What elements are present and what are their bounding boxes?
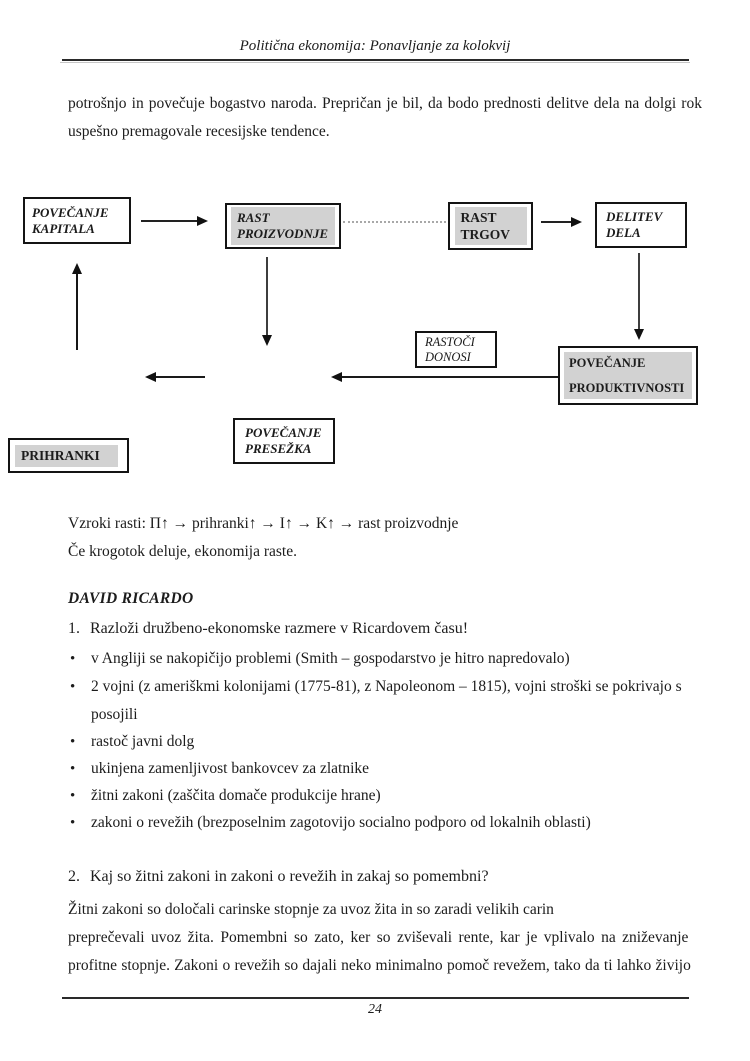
section-heading-david-ricardo: DAVID RICARDO <box>68 590 194 607</box>
bullet-item <box>70 814 591 832</box>
box-prihranki <box>8 438 129 473</box>
arrow-down-from-proizvodnja <box>266 257 268 343</box>
box-delitev-dela: DELITEV DELA <box>595 202 687 248</box>
bullet-item <box>70 733 194 751</box>
growth-causes-line: Vzroki rasti: Π↑ → prihranki↑ → I↑ → K↑ → rast proizvodnje <box>68 515 459 532</box>
highlight: POVEČANJE PRODUKTIVNOSTI <box>564 352 692 399</box>
arrow-produktivnost-to-left <box>334 376 558 378</box>
box-povecanje-presezka: POVEČANJE PRESEŽKA <box>233 418 335 464</box>
box-povecanje-produktivnosti <box>558 346 698 405</box>
bullet-marker: • <box>70 815 76 831</box>
arrow-up-to-kapitala <box>76 266 78 350</box>
box-rast-proizvodnje <box>225 203 341 249</box>
bullet-text: v Angliji se nakopičijo problemi (Smith – gospodarstvo je hitro napredovalo) <box>91 650 570 667</box>
bullet-text: ukinjena zamenljivost bankovcev za zlatnike <box>91 760 370 777</box>
page-header-title: Politična ekonomija: Ponavljanje za kolokvij <box>239 38 511 54</box>
box-rastoci-donosi: RASTOČI DONOSI <box>415 331 497 368</box>
box-rast-trgov <box>448 202 533 250</box>
bullet-marker: • <box>70 734 76 750</box>
question-1-number: 1. <box>68 620 80 637</box>
page-number: 24 <box>368 1002 382 1017</box>
bullet-marker: • <box>70 788 76 804</box>
question-2-number: 2. <box>68 868 80 885</box>
answer-line: Žitni zakoni so določali carinske stopnje za uvoz žita in so zaradi velikih carin <box>68 901 554 918</box>
dotted-connector-proizvodnja-trgov <box>343 221 446 223</box>
header-rule <box>62 59 689 61</box>
question-1-text: Razloži družbeno-ekonomske razmere v Ricardovem času! <box>90 620 469 637</box>
bullet-marker: • <box>70 761 76 777</box>
bullet-text: 2 vojni (z ameriškmi kolonijami (1775-81), z Napoleonom – 1815), vojni stroški se pokrivajo s <box>91 678 682 695</box>
bullet-text: zakoni o revežih (brezposelnim zagotovijo socialno podporo od lokalnih oblasti) <box>91 814 591 831</box>
bullet-item <box>70 678 682 696</box>
header-rule-shadow <box>60 62 690 63</box>
question-1 <box>68 620 468 638</box>
intro-line: uspešno premagovale recesijske tendence. <box>68 123 330 140</box>
answer-line: profitne stopnje. Zakoni o revežih so dajali neko minimalno pomoč revežem, tako da ti lahko živijo <box>68 957 691 974</box>
box-povecanje-kapitala: POVEČANJE KAPITALA <box>23 197 131 244</box>
arrow-down-from-delitev <box>638 253 640 337</box>
bullet-item <box>70 787 381 805</box>
bullet-item <box>70 760 369 778</box>
bullet-item <box>70 650 570 668</box>
footer-rule <box>62 997 689 999</box>
arrow-trgov-to-delitev <box>541 221 579 223</box>
bullet-text: rastoč javni dolg <box>91 733 195 750</box>
arrow-kapitala-to-proizvodnja <box>141 220 205 222</box>
highlight: PRIHRANKI <box>15 445 118 467</box>
growth-note-line: Če krogotok deluje, ekonomija raste. <box>68 543 297 560</box>
bullet-marker: • <box>70 679 76 695</box>
bullet-text-continuation: posojili <box>91 706 138 723</box>
highlight: RAST TRGOV <box>455 207 527 245</box>
question-2-text: Kaj so žitni zakoni in zakoni o revežih in zakaj so pomembni? <box>90 868 489 885</box>
intro-line: potrošnjo in povečuje bogastvo naroda. Prepričan je bil, da bodo prednosti delitve dela na dolgi rok <box>68 95 702 112</box>
arrow-left-short <box>148 376 205 378</box>
bullet-text: žitni zakoni (zaščita domače produkcije hrane) <box>91 787 381 804</box>
answer-line: preprečevali uvoz žita. Pomembni so zato, ker so zviševali rente, kar je vplivalo na zniževanje <box>68 929 689 946</box>
bullet-marker: • <box>70 651 76 667</box>
question-2 <box>68 868 489 886</box>
highlight: RAST PROIZVODNJE <box>231 207 335 245</box>
